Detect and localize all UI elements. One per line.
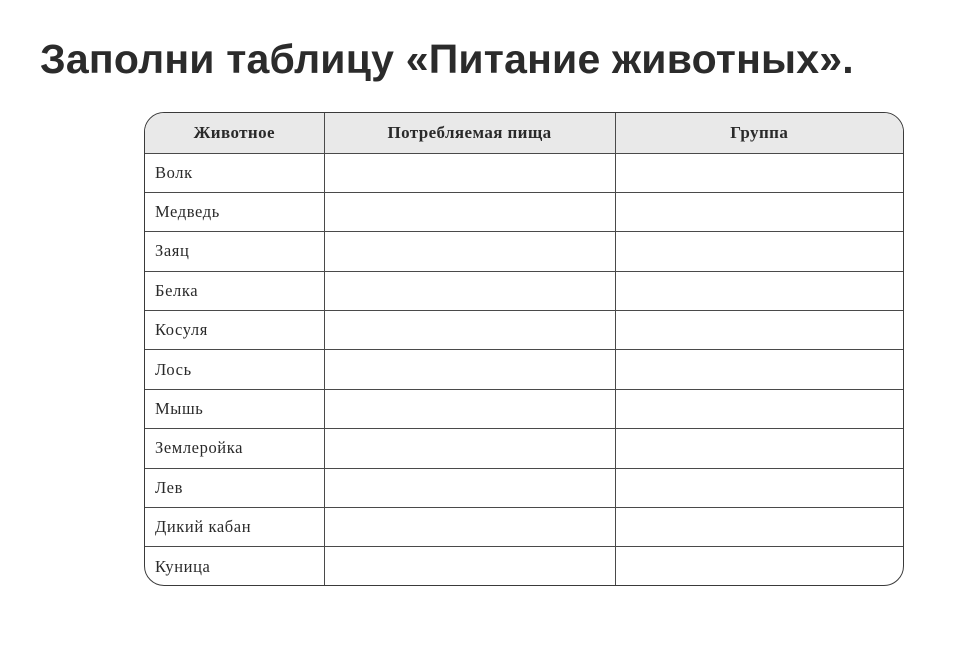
animal-cell: Дикий кабан [145, 508, 324, 547]
animal-cell: Землеройка [145, 429, 324, 468]
food-cell[interactable] [324, 389, 615, 428]
group-cell[interactable] [615, 429, 903, 468]
table-row [145, 389, 903, 428]
group-cell[interactable] [615, 232, 903, 271]
food-cell[interactable] [324, 232, 615, 271]
food-cell[interactable] [324, 153, 615, 192]
table-row [145, 468, 903, 507]
table-row [145, 271, 903, 310]
animal-cell: Лось [145, 350, 324, 389]
table-row [145, 429, 903, 468]
group-cell[interactable] [615, 192, 903, 231]
page-title: Заполни таблицу «Питание животных». [40, 36, 854, 82]
animal-cell: Мышь [145, 389, 324, 428]
table-row [145, 311, 903, 350]
animal-cell: Заяц [145, 232, 324, 271]
table-row [145, 192, 903, 231]
group-cell[interactable] [615, 311, 903, 350]
animal-cell: Лев [145, 468, 324, 507]
table-row [145, 350, 903, 389]
table-row [145, 153, 903, 192]
food-cell[interactable] [324, 468, 615, 507]
group-cell[interactable] [615, 508, 903, 547]
group-cell[interactable] [615, 350, 903, 389]
food-cell[interactable] [324, 271, 615, 310]
animal-cell: Косуля [145, 311, 324, 350]
food-cell[interactable] [324, 429, 615, 468]
group-cell[interactable] [615, 153, 903, 192]
group-cell[interactable] [615, 389, 903, 428]
group-cell[interactable] [615, 547, 903, 586]
table-row [145, 547, 903, 586]
table-header-row [145, 113, 903, 153]
header-group: Группа [615, 113, 903, 153]
nutrition-table [144, 112, 904, 586]
group-cell[interactable] [615, 271, 903, 310]
food-cell[interactable] [324, 350, 615, 389]
food-cell[interactable] [324, 508, 615, 547]
table-row [145, 232, 903, 271]
food-cell[interactable] [324, 547, 615, 586]
animal-cell: Куница [145, 547, 324, 586]
animal-cell: Медведь [145, 192, 324, 231]
table [145, 113, 903, 586]
header-food: Потребляемая пища [324, 113, 615, 153]
food-cell[interactable] [324, 192, 615, 231]
animal-cell: Белка [145, 271, 324, 310]
table-row [145, 508, 903, 547]
group-cell[interactable] [615, 468, 903, 507]
header-animal: Животное [145, 113, 324, 153]
food-cell[interactable] [324, 311, 615, 350]
animal-cell: Волк [145, 153, 324, 192]
